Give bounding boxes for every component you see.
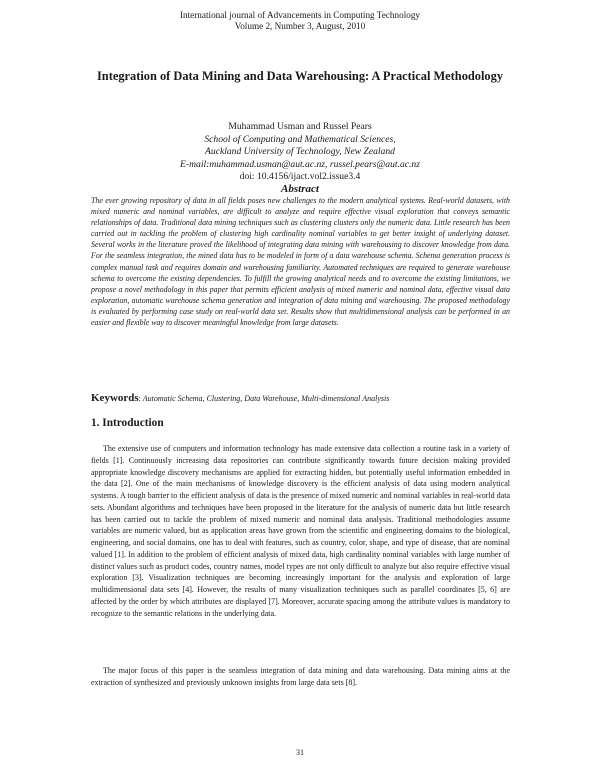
- abstract-heading: Abstract: [281, 183, 319, 195]
- doi: doi: 10.4156/ijact.vol2.issue3.4: [239, 171, 361, 183]
- keywords-line: [91, 392, 521, 405]
- author-email: E-mail:muhammad.usman@aut.ac.nz, russel.pears@aut.ac.nz: [180, 158, 420, 170]
- keywords-heading: Keywords: [91, 392, 139, 404]
- journal-name: International journal of Advancements in Computing Technology: [179, 10, 421, 20]
- keywords-colon: :: [138, 394, 141, 403]
- journal-volume: Volume 2, Number 3, August, 2010: [234, 21, 366, 31]
- keywords-text: Automatic Schema, Clustering, Data Warehouse, Multi-dimensional Analysis: [140, 394, 390, 403]
- paper-title: Integration of Data Mining and Data Warehousing: A Practical Methodology: [96, 69, 504, 83]
- section-heading: 1. Introduction: [91, 417, 164, 429]
- abstract-text: The ever growing repository of data in all fields poses new challenges to the modern analytical systems. Real-world datasets, with mixed numeric and nominal variables, are difficult to analyze and require effective visual exploration that conveys semantic relationships of data. Traditional data mining techniques such as clustering clusters only the numeric data. Little research has been carried out in tackling the problem of clustering high cardinality nominal variables to get better insight of underlying dataset. Several works in the literature proved the likelihood of integrating data mining with warehousing to discover knowledge from data. For the seamless integration, the mined data has to be modeled in form of a data warehouse schema. Schema generation process is complex manual task and requires domain and warehousing familiarity. Automated techniques are required to generate warehouse schema to overcome the existing dependencies. To fulfill the growing analytical needs and to overcome the existing limitations, we propose a novel methodology in this paper that permits efficient analysis of mixed numeric and nominal data, effective visual data exploration, automatic warehouse schema generation and integration of data mining and warehousing. The proposed methodology is evaluated by performing case study on real-world data set. Results show that multidimensional analysis can be performed in an easier and flexible way to discover meaningful knowledge from large datasets.: [91, 196, 510, 328]
- journal-header: [0, 10, 600, 32]
- author-block: [0, 121, 600, 184]
- page-number: 31: [296, 748, 304, 757]
- affiliation-line-1: School of Computing and Mathematical Sciences,: [204, 133, 396, 145]
- affiliation-line-2: Auckland University of Technology, New Zealand: [205, 146, 395, 158]
- intro-paragraph-1: The extensive use of computers and information technology has made extensive data collection a routine task in a variety of fields [1]. Continuously increasing data repositories can contribute significantly towards future decision making provided appropriate knowledge discovery mechanisms are applied for extracting hidden, but potentially useful information embedded in the data [2]. One of the main mechanisms of knowledge discovery is the efficient analysis of data using modern analytical systems. A tough barrier to the efficient analysis of data is the presence of mixed numeric and nominal variables in real-world data sets. Abundant algorithms and techniques have been proposed in the literature for the analysis of numeric data but little research has been carried out to tackle the problem of mixed numeric and nominal data analysis. Traditional methodologies assume variables are numeric valued, but as application areas have grown from the scientific and engineering domains to the biological, engineering, and social domains, one has to deal with features, such as country, color, shape, and type of disease, that are nominal valued [1]. In addition to the problem of efficient analysis of mixed data, high cardinality nominal variables with large number of distinct values such as product codes, country names, model types are not only difficult to analyze but also require effective visual exploration [3]. Visualization techniques are becoming increasingly important for the analysis and exploration of large multidimensional data sets [4]. However, the results of many visualization techniques such as parallel coordinates [5, 6] are affected by the order by which attributes are displayed [7]. Moreover, accurate spacing among the attribute values is mandatory to recognize to the semantic relations in the underlying data.: [91, 444, 510, 618]
- intro-paragraph-2: The major focus of this paper is the seamless integration of data mining and data warehousing. Data mining aims at the extraction of synthesized and previously unknown insights from large data sets [8].: [91, 666, 510, 687]
- author-names: Muhammad Usman and Russel Pears: [228, 121, 372, 132]
